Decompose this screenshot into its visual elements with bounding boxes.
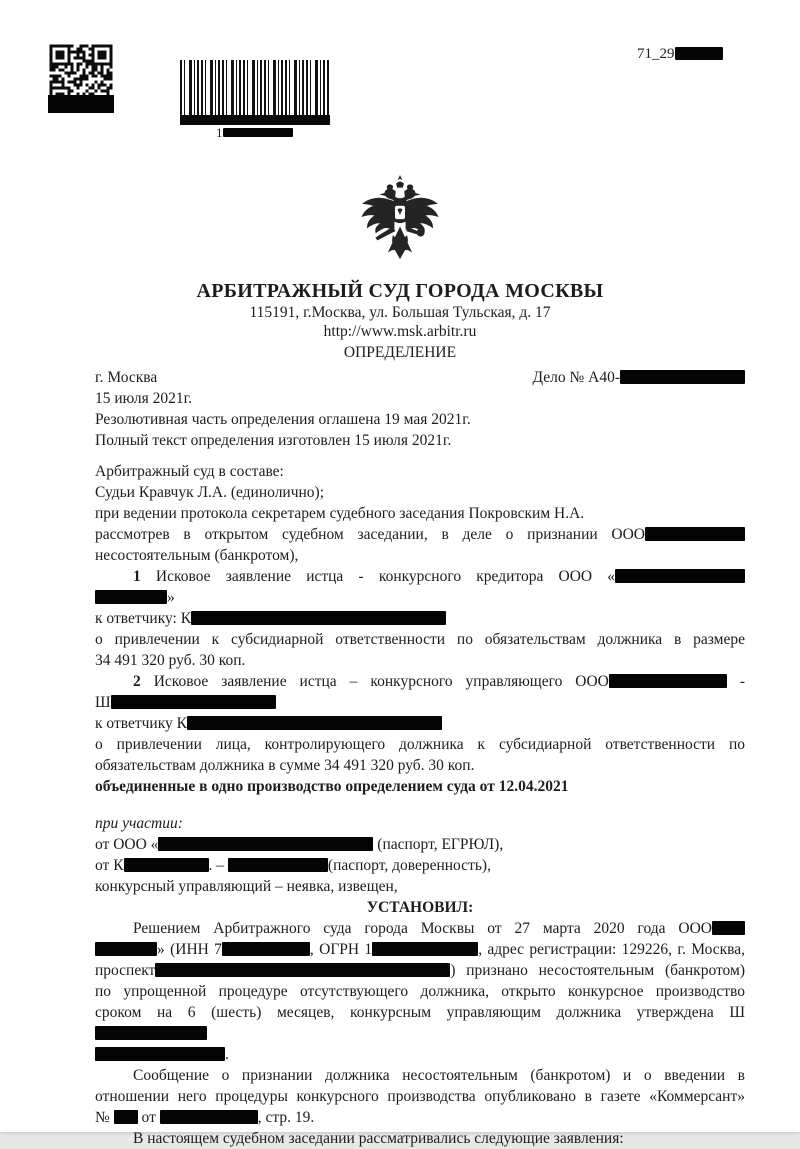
text-segment: »	[167, 589, 175, 606]
text-segment: несостоятельным (банкротом),	[95, 547, 299, 564]
redaction-bar	[111, 695, 276, 709]
document-number-prefix: 71_29	[637, 46, 675, 62]
text-segment: при участии:	[95, 815, 183, 832]
redaction-bar	[124, 858, 209, 872]
text-segment: » (ИНН 7	[157, 941, 222, 958]
text-segment: Полный текст определения изготовлен 15 июля 2021г.	[95, 432, 452, 449]
redaction-bar	[114, 1110, 138, 1124]
text-segment: сроком на 6 (шесть) месяцев, конкурсным управляющим должника утверждена Ш	[95, 1004, 745, 1021]
barcode-stripes	[180, 60, 330, 115]
text-segment: Исковое заявление истца – конкурсного управляющего ООО	[140, 673, 609, 690]
text-line	[95, 960, 745, 981]
document-number	[637, 46, 723, 63]
text-segment: обязательствам должника в сумме 34 491 320 руб. 30 коп.	[95, 757, 475, 774]
text-segment: проспект	[95, 962, 156, 979]
text-segment: 2	[133, 673, 141, 690]
barcode-digit: 1	[216, 125, 223, 140]
text-segment: Исковое заявление истца - конкурсного кредитора ООО «	[140, 568, 615, 585]
redaction-bar	[615, 569, 745, 583]
text-segment: Сообщение о признании должника несостоятельным (банкротом) и о введении в	[133, 1067, 745, 1084]
text-segment: (паспорт, доверенность),	[327, 857, 491, 874]
text-segment: Решением Арбитражного суда города Москвы от 27 марта 2020 года ООО	[133, 920, 712, 937]
redaction-bar	[712, 921, 745, 935]
text-line	[95, 409, 745, 430]
text-line	[95, 629, 745, 650]
text-line	[95, 981, 745, 1002]
text-segment: рассмотрев в открытом судебном заседании, в деле о признании ООО	[95, 526, 645, 543]
text-line	[95, 566, 745, 587]
text-segment: Резолютивная часть определения оглашена 19 мая 2021г.	[95, 411, 471, 428]
redaction-bar	[95, 1026, 207, 1040]
redaction-bar	[609, 674, 727, 688]
text-segment: . –	[208, 857, 228, 874]
text-line	[95, 1107, 745, 1128]
text-segment: Ш	[95, 694, 111, 711]
redaction-bar	[191, 611, 446, 625]
text-line	[95, 482, 745, 503]
text-line	[95, 776, 745, 797]
text-line	[95, 734, 745, 755]
text-line	[95, 876, 745, 897]
text-segment: от ООО «	[95, 836, 159, 853]
text-segment: г. Москва	[95, 369, 158, 386]
text-segment: о привлечении лица, контролирующего должника к субсидиарной ответственности по	[95, 736, 745, 753]
barcode	[180, 60, 330, 138]
text-segment: 34 491 320 руб. 30 коп.	[95, 652, 246, 669]
redaction-bar	[620, 370, 745, 384]
redaction-bar	[95, 1047, 225, 1061]
text-line	[95, 939, 745, 960]
text-line	[95, 1065, 745, 1086]
case-number	[532, 367, 745, 388]
text-segment: В настоящем судебном заседании рассматривались следующие заявления:	[133, 1130, 624, 1147]
text-segment: Судьи Кравчук Л.А. (единолично);	[95, 484, 325, 501]
case-city	[95, 367, 157, 388]
text-segment: отношении него процедуры конкурсного производства опубликовано в газете «Коммерсант»	[95, 1088, 745, 1105]
text-line	[95, 430, 745, 451]
text-segment: от К	[95, 857, 124, 874]
qr-code-image	[48, 43, 114, 113]
text-line	[95, 692, 745, 713]
text-segment: -	[726, 673, 745, 690]
text-segment: УСТАНОВИЛ:	[366, 899, 474, 916]
text-line	[95, 587, 745, 608]
text-segment: ) признано несостоятельным (банкротом)	[450, 962, 745, 979]
text-line	[95, 650, 745, 671]
redaction-bar	[675, 47, 723, 60]
court-name: АРБИТРАЖНЫЙ СУД ГОРОДА МОСКВЫ	[196, 280, 604, 302]
text-segment: Дело № А40-	[532, 369, 620, 386]
text-segment: 15 июля 2021г.	[95, 390, 193, 407]
text-line	[95, 545, 745, 566]
text-line	[95, 1044, 745, 1065]
text-segment: при ведении протокола секретарем судебного заседания Покровским Н.А.	[95, 505, 585, 522]
redaction-bar	[223, 128, 293, 137]
text-line	[95, 1128, 745, 1149]
text-segment: 1	[133, 568, 141, 585]
text-line	[95, 671, 745, 692]
resolution-heading	[95, 897, 745, 918]
redaction-bar	[160, 1110, 258, 1124]
document-type-title: ОПРЕДЕЛЕНИЕ	[343, 344, 457, 361]
text-line	[95, 1002, 745, 1044]
text-line	[95, 524, 745, 545]
text-segment: №	[95, 1109, 114, 1126]
text-line	[95, 461, 745, 482]
text-segment: (паспорт, ЕГРЮЛ),	[373, 836, 504, 853]
text-line	[95, 834, 745, 855]
text-segment: , адрес регистрации: 129226, г. Москва,	[478, 941, 746, 958]
text-line	[95, 855, 745, 876]
redaction-bar	[95, 942, 157, 956]
text-line	[95, 713, 745, 734]
document-body	[0, 362, 800, 1149]
text-segment: .	[225, 1046, 229, 1063]
text-line	[95, 918, 745, 939]
coat-of-arms-icon	[357, 0, 443, 272]
redaction-bar	[95, 590, 167, 604]
text-line	[95, 388, 745, 409]
text-segment: по упрощенной процедуре отсутствующего должника, открыто конкурсное производство	[95, 983, 745, 1000]
text-segment: Арбитражный суд в составе:	[95, 463, 284, 480]
text-segment: о привлечении к субсидиарной ответственности по обязательствам должника в размере	[95, 631, 745, 648]
redaction-bar	[155, 963, 450, 977]
text-segment: , ОГРН 1	[309, 941, 373, 958]
redaction-bar	[372, 942, 478, 956]
redaction-bar	[180, 115, 330, 125]
text-segment: , стр. 19.	[257, 1109, 315, 1126]
text-segment: объединенные в одно производство определением суда от 12.04.2021	[95, 778, 569, 795]
text-line	[95, 755, 745, 776]
text-segment: к ответчику: К	[95, 610, 192, 627]
text-segment: к ответчику К	[95, 715, 187, 732]
redaction-bar	[645, 527, 745, 541]
court-website: http://www.msk.arbitr.ru	[323, 323, 477, 340]
qr-code	[48, 43, 114, 113]
redaction-bar	[222, 942, 310, 956]
text-line	[95, 608, 745, 629]
text-line	[95, 813, 745, 834]
text-line	[95, 503, 745, 524]
redaction-bar	[158, 837, 373, 851]
court-address: 115191, г.Москва, ул. Большая Тульская, д. 17	[249, 304, 551, 321]
barcode-number-line	[216, 127, 330, 138]
text-line	[95, 1086, 745, 1107]
text-segment: от	[137, 1109, 160, 1126]
redaction-bar	[187, 716, 442, 730]
redaction-bar	[228, 858, 328, 872]
case-row	[95, 367, 745, 388]
text-segment: конкурсный управляющий – неявка, извещен,	[95, 878, 398, 895]
double-headed-eagle-icon	[357, 176, 443, 272]
